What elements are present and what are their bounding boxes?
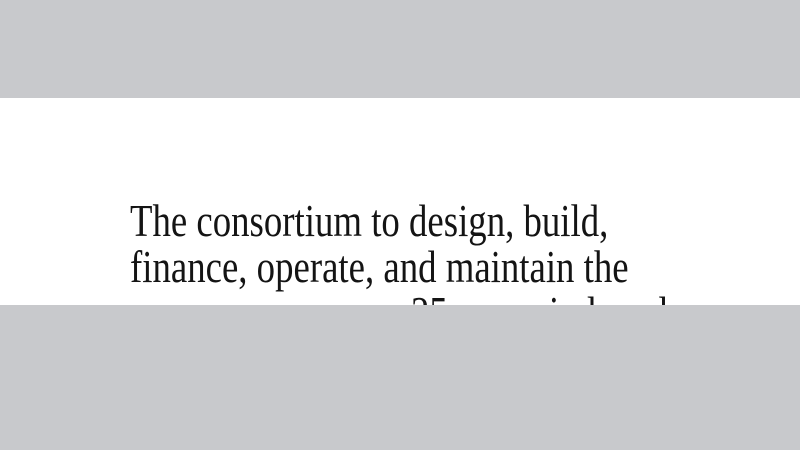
bottom-gray-bar — [0, 305, 800, 450]
quote-line-1: The consortium to design, build, — [130, 195, 609, 246]
quote-line-2: finance, operate, and maintain the — [130, 241, 629, 292]
quote-panel — [0, 98, 800, 305]
top-gray-bar — [0, 0, 800, 98]
